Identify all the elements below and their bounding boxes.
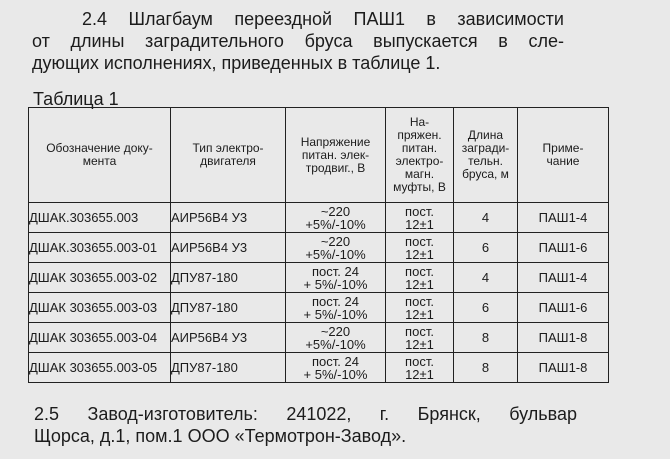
cell-clutch: пост. 12±1 xyxy=(386,323,454,353)
table-row xyxy=(29,263,609,293)
header-bar-length: Длина загради- тельн. бруса, м xyxy=(454,108,518,203)
cell-note: ПАШ1-4 xyxy=(518,263,609,293)
header-note: Приме- чание xyxy=(518,108,609,203)
cell-clutch: пост. 12±1 xyxy=(386,293,454,323)
table-caption: Таблица 1 xyxy=(33,89,119,109)
cell-clutch: пост. 12±1 xyxy=(386,353,454,383)
header-document: Обозначение доку- мента xyxy=(29,108,171,203)
cell-voltage: ~220 +5%/-10% xyxy=(286,323,386,353)
paragraph-2-4 xyxy=(32,8,564,74)
table-row xyxy=(29,353,609,383)
cell-document: ДШАК.303655.003-01 xyxy=(29,233,171,263)
cell-note: ПАШ1-8 xyxy=(518,353,609,383)
cell-clutch: пост. 12±1 xyxy=(386,233,454,263)
cell-note: ПАШ1-4 xyxy=(518,203,609,233)
cell-voltage: пост. 24 + 5%/-10% xyxy=(286,293,386,323)
table-row xyxy=(29,293,609,323)
cell-length: 8 xyxy=(454,323,518,353)
paragraph-line: Щорса, д.1, пом.1 ООО «Термотрон-Завод». xyxy=(34,426,407,446)
cell-length: 8 xyxy=(454,353,518,383)
paragraph-line: дующих исполнениях, приведенных в таблице 1. xyxy=(32,53,441,73)
cell-clutch: пост. 12±1 xyxy=(386,203,454,233)
cell-document: ДШАК 303655.003-04 xyxy=(29,323,171,353)
cell-note: ПАШ1-6 xyxy=(518,293,609,323)
variants-table xyxy=(28,107,609,383)
cell-length: 4 xyxy=(454,203,518,233)
paragraph-2-5 xyxy=(34,403,577,447)
table-row xyxy=(29,323,609,353)
cell-motor: АИР56В4 У3 xyxy=(171,233,286,263)
cell-motor: ДПУ87-180 xyxy=(171,353,286,383)
cell-document: ДШАК 303655.003-05 xyxy=(29,353,171,383)
cell-document: ДШАК 303655.003-03 xyxy=(29,293,171,323)
cell-document: ДШАК 303655.003-02 xyxy=(29,263,171,293)
table-header-row xyxy=(29,108,609,203)
cell-motor: ДПУ87-180 xyxy=(171,263,286,293)
cell-note: ПАШ1-8 xyxy=(518,323,609,353)
cell-voltage: пост. 24 + 5%/-10% xyxy=(286,353,386,383)
cell-voltage: ~220 +5%/-10% xyxy=(286,233,386,263)
cell-note: ПАШ1-6 xyxy=(518,233,609,263)
table-row xyxy=(29,233,609,263)
cell-document: ДШАК.303655.003 xyxy=(29,203,171,233)
header-motor-type: Тип электро- двигателя xyxy=(171,108,286,203)
cell-motor: АИР56В4 У3 xyxy=(171,323,286,353)
paragraph-line: от длины заградительного бруса выпускается в сле- xyxy=(32,31,564,51)
header-clutch-voltage: На- пряжен. питан. электро- магн. муфты, В xyxy=(386,108,454,203)
cell-length: 6 xyxy=(454,293,518,323)
table-row xyxy=(29,203,609,233)
cell-length: 6 xyxy=(454,233,518,263)
cell-motor: АИР56В4 У3 xyxy=(171,203,286,233)
paragraph-line: 2.5 Завод-изготовитель: 241022, г. Брянск, бульвар xyxy=(34,404,577,424)
cell-length: 4 xyxy=(454,263,518,293)
cell-voltage: ~220 +5%/-10% xyxy=(286,203,386,233)
header-motor-voltage: Напряжение питан. элек- тродвиг., В xyxy=(286,108,386,203)
cell-motor: ДПУ87-180 xyxy=(171,293,286,323)
paragraph-line: 2.4 Шлагбаум переездной ПАШ1 в зависимости xyxy=(82,9,564,29)
cell-clutch: пост. 12±1 xyxy=(386,263,454,293)
cell-voltage: пост. 24 + 5%/-10% xyxy=(286,263,386,293)
